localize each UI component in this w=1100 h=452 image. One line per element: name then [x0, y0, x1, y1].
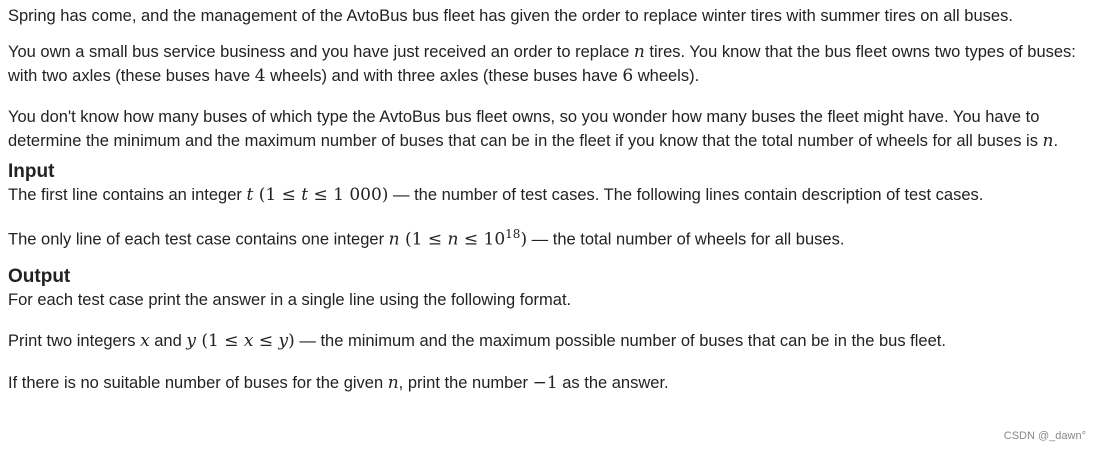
math-var-n: n	[633, 42, 645, 62]
input-heading: Input	[8, 161, 55, 182]
text: Print two integers	[8, 331, 141, 350]
math-var-t: t	[246, 185, 254, 205]
problem-statement	[8, 4, 1093, 395]
math-var-n: n	[447, 229, 459, 250]
text: You own a small bus service business and you have just received an order to replace	[8, 43, 634, 61]
math-var-n: n	[388, 229, 400, 250]
statement-paragraph-3	[8, 105, 1093, 153]
math-range-mid: ≤ 10	[458, 229, 506, 250]
math-var-n: n	[387, 372, 399, 393]
statement-paragraph-1: Spring has come, and the management of the AvtoBus bus fleet has given the order to replace winter tires with summer tires on all buses.	[8, 7, 1013, 25]
text: as the answer.	[557, 373, 669, 392]
math-range-mid: ≤	[253, 330, 279, 351]
math-var-n: n	[1042, 131, 1054, 151]
text: wheels).	[633, 67, 700, 85]
statement-paragraph-2	[8, 40, 1093, 88]
text: The first line contains an integer	[8, 186, 247, 204]
text: If there is no suitable number of buses for the given	[8, 373, 388, 392]
math-range-close: ≤ 1 000)	[308, 185, 389, 205]
text: and	[149, 331, 187, 350]
text: , print the number	[398, 373, 533, 392]
math-range-open: (1 ≤	[195, 330, 244, 351]
math-range-open: (1 ≤	[399, 229, 448, 250]
output-paragraph-1: For each test case print the answer in a single line using the following format.	[8, 290, 572, 309]
math-number-neg1: −1	[532, 372, 558, 393]
math-var-y: y	[278, 330, 289, 351]
text: — the total number of wheels for all buses.	[527, 230, 845, 249]
math-exponent: 18	[505, 227, 521, 241]
math-number-4: 4	[254, 66, 266, 86]
math-number-6: 6	[622, 66, 634, 86]
math-var-x: x	[243, 330, 254, 351]
output-heading: Output	[8, 265, 71, 287]
output-paragraph-2	[8, 329, 1093, 353]
text: The only line of each test case contains one integer	[8, 230, 389, 249]
math-var-t: t	[301, 185, 309, 205]
input-paragraph-1	[8, 183, 1093, 207]
csdn-watermark: CSDN @_dawn°	[1003, 430, 1086, 442]
input-paragraph-2	[8, 222, 1093, 252]
math-range-close: )	[520, 229, 528, 250]
text: tires. You know that the bus fleet owns two types of buses: with two axles (these buses have	[8, 43, 1076, 85]
output-paragraph-3	[8, 371, 1093, 395]
text: — the minimum and the maximum possible number of buses that can be in the bus fleet.	[294, 331, 946, 350]
math-range-close: )	[288, 330, 295, 351]
text: .	[1053, 132, 1059, 150]
text: You don't know how many buses of which type the AvtoBus bus fleet owns, so you wonder how many buses the fleet might have. You have to determine the minimum and the maximum number of buses that can be in the fleet if you know that the total number of wheels for all buses is	[8, 108, 1043, 150]
math-var-x: x	[140, 330, 150, 351]
math-range-open: (1 ≤	[253, 185, 302, 205]
math-var-y: y	[186, 330, 196, 351]
text: — the number of test cases. The following lines contain description of test cases.	[388, 186, 984, 204]
text: wheels) and with three axles (these buses have	[265, 67, 623, 85]
